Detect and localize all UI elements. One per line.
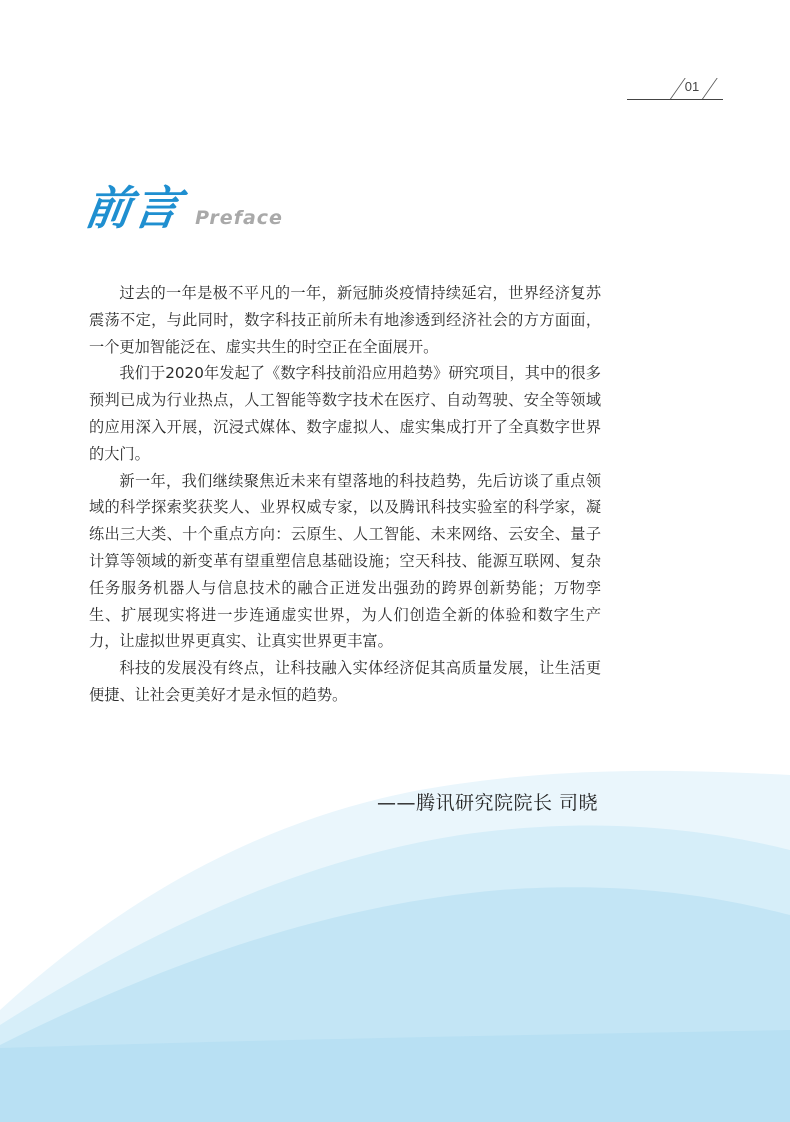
header-rule: [627, 99, 723, 100]
page-number-badge: [627, 74, 723, 102]
paragraph: 科技的发展没有终点，让科技融入实体经济促其高质量发展，让生活更便捷、让社会更美好才是永恒的趋势。: [89, 659, 601, 704]
page-title: [81, 172, 283, 238]
preface-body: [89, 280, 601, 709]
title-chinese: 前言: [81, 181, 186, 235]
paragraph: 我们于2020年发起了《数字科技前沿应用趋势》研究项目，其中的很多预判已成为行业热点，人工智能等数字技术在医疗、自动驾驶、安全等领域的应用深入开展，沉浸式媒体、数字虚拟人、虚实集成打开了全真数字世界的大门。: [89, 364, 601, 463]
title-english: Preface: [195, 207, 283, 229]
paragraph: 新一年，我们继续聚焦近未来有望落地的科技趋势，先后访谈了重点领域的科学探索奖获奖人、业界权威专家，以及腾讯科技实验室的科学家，凝练出三大类、十个重点方向：云原生、人工智能、未来网络、云安全、量子计算等领域的新变革有望重塑信息基础设施；空天科技、能源互联网、复杂任务服务机器人与信息技术的融合正迸发出强劲的跨界创新势能；万物孪生、扩展现实将进一步连通虚实世界，为人们创造全新的体验和数字生产力，让虚拟世界更真实、让真实世界更丰富。: [89, 471, 601, 651]
signature: ——腾讯研究院院长 司晓: [376, 792, 598, 814]
page-number: 01: [684, 79, 700, 94]
paragraph: 过去的一年是极不平凡的一年，新冠肺炎疫情持续延宕，世界经济复苏震荡不定，与此同时，数字科技正前所未有地渗透到经济社会的方方面面，一个更加智能泛在、虚实共生的时空正在全面展开。: [89, 284, 601, 356]
